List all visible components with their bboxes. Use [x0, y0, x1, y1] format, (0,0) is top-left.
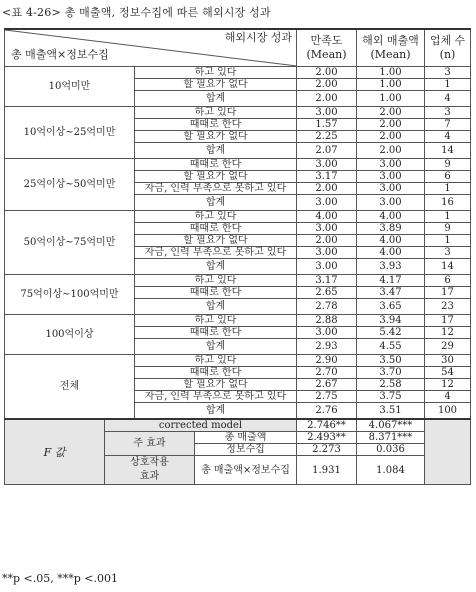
sales-value: 3.94	[357, 315, 425, 327]
count-value: 6	[425, 275, 471, 287]
main-effect-label: 주 효과	[105, 432, 195, 456]
satisfaction-value: 3.00	[297, 159, 357, 171]
count-value: 17	[425, 287, 471, 299]
row-label: 때때로 한다	[135, 119, 297, 131]
sales-value: 1.00	[357, 79, 425, 91]
satisfaction-value: 2.88	[297, 315, 357, 327]
sales-value: 3.89	[357, 223, 425, 235]
count-value: 1	[425, 183, 471, 195]
main-effect-sales-sat: 2.493**	[297, 432, 357, 444]
satisfaction-value: 2.76	[297, 403, 357, 420]
sales-value: 3.50	[357, 355, 425, 367]
row-label: 합계	[135, 143, 297, 159]
group-label: 10억미만	[5, 67, 135, 107]
sales-value: 2.00	[357, 107, 425, 119]
satisfaction-value: 2.07	[297, 143, 357, 159]
group-label: 75억이상~100억미만	[5, 275, 135, 315]
count-value: 3	[425, 67, 471, 79]
table-caption: <표 4-26> 총 매출액, 정보수집에 따른 해외시장 성과	[2, 6, 271, 19]
satisfaction-value: 2.00	[297, 79, 357, 91]
sales-value: 3.47	[357, 287, 425, 299]
satisfaction-value: 3.00	[297, 327, 357, 339]
satisfaction-value: 3.00	[297, 223, 357, 235]
row-label: 하고 있다	[135, 275, 297, 287]
table-row	[5, 211, 471, 223]
corrected-sales: 4.067***	[357, 419, 425, 432]
row-label: 하고 있다	[135, 211, 297, 223]
count-value: 3	[425, 107, 471, 119]
satisfaction-value: 3.00	[297, 259, 357, 275]
sales-value: 3.00	[357, 183, 425, 195]
satisfaction-value: 2.00	[297, 67, 357, 79]
count-value: 30	[425, 355, 471, 367]
sales-value: 3.00	[357, 195, 425, 211]
row-label: 하고 있다	[135, 107, 297, 119]
row-label: 하고 있다	[135, 315, 297, 327]
count-value: 54	[425, 367, 471, 379]
interaction-term: 총 매출액×정보수집	[195, 456, 297, 485]
main-effect-info-sat: 2.273	[297, 444, 357, 456]
count-value: 4	[425, 91, 471, 107]
sales-value: 4.00	[357, 235, 425, 247]
sales-value: 3.70	[357, 367, 425, 379]
row-label: 때때로 한다	[135, 287, 297, 299]
row-label: 합계	[135, 339, 297, 355]
count-value: 14	[425, 259, 471, 275]
header-sales-info: 총 매출액×정보수집	[11, 48, 109, 61]
count-value: 16	[425, 195, 471, 211]
satisfaction-value: 2.75	[297, 391, 357, 403]
satisfaction-value: 3.00	[297, 107, 357, 119]
count-value: 7	[425, 119, 471, 131]
table-row	[5, 355, 471, 367]
count-value: 12	[425, 379, 471, 391]
count-value: 29	[425, 339, 471, 355]
satisfaction-value: 3.17	[297, 171, 357, 183]
count-value: 1	[425, 79, 471, 91]
satisfaction-value: 2.90	[297, 355, 357, 367]
row-label: 때때로 한다	[135, 159, 297, 171]
row-label: 때때로 한다	[135, 327, 297, 339]
sales-value: 4.00	[357, 211, 425, 223]
count-value: 17	[425, 315, 471, 327]
row-label: 할 필요가 없다	[135, 131, 297, 143]
sales-value: 4.55	[357, 339, 425, 355]
group-label: 100억이상	[5, 315, 135, 355]
main-effect-info-label: 정보수집	[195, 444, 297, 456]
count-value: 1	[425, 235, 471, 247]
table-row	[5, 107, 471, 119]
count-value: 100	[425, 403, 471, 420]
count-value: 14	[425, 143, 471, 159]
sales-value: 2.00	[357, 143, 425, 159]
table-row	[5, 159, 471, 171]
table-row	[5, 67, 471, 79]
sales-value: 3.51	[357, 403, 425, 420]
row-label: 자금, 인력 부족으로 못하고 있다	[135, 183, 297, 195]
sales-value: 2.00	[357, 131, 425, 143]
count-value: 1	[425, 211, 471, 223]
row-label: 하고 있다	[135, 67, 297, 79]
sales-value: 4.17	[357, 275, 425, 287]
sales-value: 1.00	[357, 67, 425, 79]
sales-value: 1.00	[357, 91, 425, 107]
count-value: 6	[425, 171, 471, 183]
interaction-effect-label: 상호작용 효과	[105, 456, 195, 485]
corrected-sat: 2.746**	[297, 419, 357, 432]
row-label: 할 필요가 없다	[135, 171, 297, 183]
satisfaction-value: 3.00	[297, 195, 357, 211]
satisfaction-value: 2.67	[297, 379, 357, 391]
interaction-sales: 1.084	[357, 456, 425, 485]
main-effect-sales-sales: 8.371***	[357, 432, 425, 444]
count-value: 12	[425, 327, 471, 339]
group-label: 전체	[5, 355, 135, 420]
row-label: 합계	[135, 299, 297, 315]
count-value: 4	[425, 131, 471, 143]
group-label: 25억이상~50억미만	[5, 159, 135, 211]
row-label: 때때로 한다	[135, 367, 297, 379]
footnote: **p <.05, ***p <.001	[2, 572, 118, 585]
satisfaction-value: 1.57	[297, 119, 357, 131]
corrected-model-label: corrected model	[105, 419, 297, 432]
sales-value: 3.93	[357, 259, 425, 275]
sales-value: 3.75	[357, 391, 425, 403]
count-value: 4	[425, 391, 471, 403]
count-value: 3	[425, 247, 471, 259]
count-value: 23	[425, 299, 471, 315]
satisfaction-value: 2.00	[297, 183, 357, 195]
satisfaction-value: 2.00	[297, 91, 357, 107]
satisfaction-value: 2.25	[297, 131, 357, 143]
sales-value: 3.00	[357, 159, 425, 171]
row-label: 하고 있다	[135, 355, 297, 367]
row-label: 자금, 인력 부족으로 못하고 있다	[135, 391, 297, 403]
row-label: 할 필요가 없다	[135, 79, 297, 91]
satisfaction-value: 3.00	[297, 247, 357, 259]
group-label: 50억이상~75억미만	[5, 211, 135, 275]
row-label: 자금, 인력 부족으로 못하고 있다	[135, 247, 297, 259]
count-value: 9	[425, 159, 471, 171]
satisfaction-value: 4.00	[297, 211, 357, 223]
table-row	[5, 315, 471, 327]
header-company-count: 업체 수 (n)	[425, 29, 471, 67]
row-label: 할 필요가 없다	[135, 379, 297, 391]
satisfaction-value: 2.70	[297, 367, 357, 379]
f-empty-cell	[425, 419, 471, 485]
sales-value: 5.42	[357, 327, 425, 339]
row-label: 할 필요가 없다	[135, 235, 297, 247]
main-effect-sales-label: 총 매출액	[195, 432, 297, 444]
results-table	[4, 28, 471, 485]
row-label: 때때로 한다	[135, 223, 297, 235]
sales-value: 3.00	[357, 171, 425, 183]
satisfaction-value: 2.78	[297, 299, 357, 315]
count-value: 9	[425, 223, 471, 235]
f-value-label: F 값	[5, 419, 105, 485]
sales-value: 4.00	[357, 247, 425, 259]
diagonal-header	[5, 29, 297, 67]
satisfaction-value: 2.00	[297, 235, 357, 247]
header-performance: 해외시장 성과	[224, 31, 292, 44]
row-label: 합계	[135, 403, 297, 420]
header-overseas-sales: 해외 매출액 (Mean)	[357, 29, 425, 67]
satisfaction-value: 2.93	[297, 339, 357, 355]
row-label: 합계	[135, 91, 297, 107]
group-label: 10억이상~25억미만	[5, 107, 135, 159]
header-satisfaction: 만족도 (Mean)	[297, 29, 357, 67]
row-label: 합계	[135, 195, 297, 211]
main-effect-info-sales: 0.036	[357, 444, 425, 456]
interaction-sat: 1.931	[297, 456, 357, 485]
satisfaction-value: 3.17	[297, 275, 357, 287]
table-row	[5, 275, 471, 287]
sales-value: 3.65	[357, 299, 425, 315]
sales-value: 2.58	[357, 379, 425, 391]
sales-value: 2.00	[357, 119, 425, 131]
satisfaction-value: 2.65	[297, 287, 357, 299]
row-label: 합계	[135, 259, 297, 275]
